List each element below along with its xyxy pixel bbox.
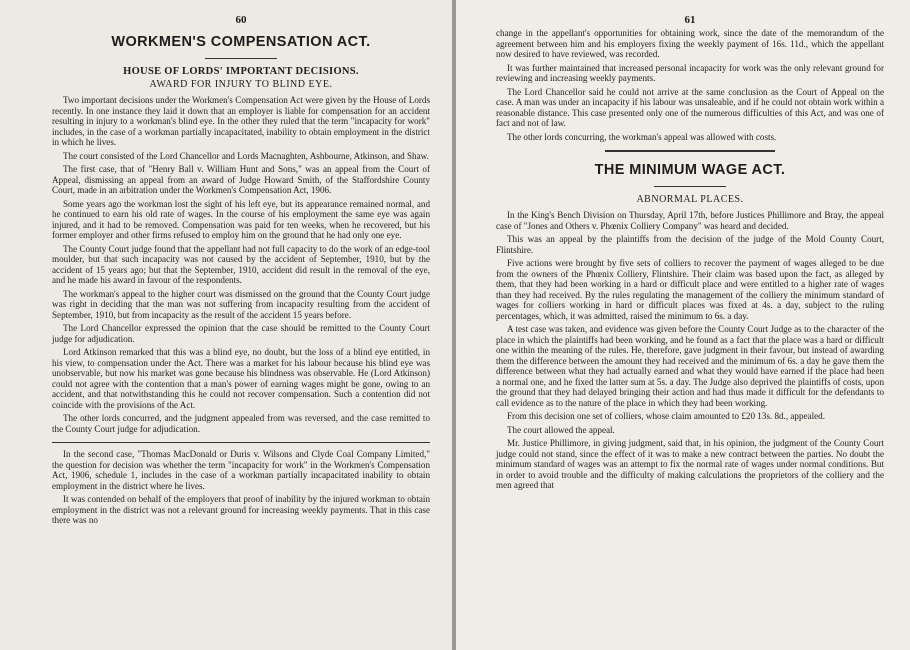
paragraph: The first case, that of "Henry Ball v. William Hunt and Sons," was an appeal from the Court of Appeal, dismissing an appeal from an award of Judge Howard Smith, of the Staffordshire County Court, made in an arbitration under the Workmen's Compensation Act, 1906. [52, 164, 430, 195]
title-rule [605, 150, 775, 152]
paragraph: The court allowed the appeal. [507, 424, 615, 435]
paragraph: The County Court judge found that the appellant had not full capacity to do the work of an edge-tool moulder, but that such incapacity was not caused by the accident of September, 1910, but by the accident of 15 years ago; but that the September, 1910, accident did result in the removal of the eye, and he made his award in favour of the respondents. [52, 243, 430, 285]
paragraph: The workman's appeal to the higher court was dismissed on the ground that the County Court judge was right in deciding that the man was not suffering from incapacity resulting from the accident of September, 1910, but from incapacity as the result of the accident 15 years before. [52, 288, 430, 320]
page-title: WORKMEN'S COMPENSATION ACT. [111, 34, 371, 50]
paragraph: Mr. Justice Phillimore, in giving judgment, said that, in his opinion, the judgment of the County Court judge could not stand, since the effect of it was to make a new contract between the parties. No doubt the minimum standard of wages was an attempt to fix the normal rate of wages under normal conditions. But in order to avoid trouble and the difficulty of making calculations the proprietors of the colliery and the men agreed that [496, 438, 884, 490]
paragraph: change in the appellant's opportunities for obtaining work, since the date of the memorandum of the agreement between him and his employers fixing the weekly payment of 16s. 11d., which the appellant now desired to have reviewed, was recorded. [496, 28, 884, 59]
title-rule [654, 186, 726, 187]
paragraph: The Lord Chancellor said he could not arrive at the same conclusion as the Court of Appeal on the case. A man was under an incapacity if his labour was unsaleable, and if he could not obtain work within a reasonable distance. This case presented only one of the numerous difficulties of this Act, and was one of fact and not of law. [496, 86, 884, 128]
paragraph: The other lords concurring, the workman's appeal was allowed with costs. [507, 131, 777, 142]
section-rule [52, 442, 430, 443]
page-number: 61 [684, 14, 696, 26]
paragraph: Two important decisions under the Workmen's Compensation Act were given by the House of Lords recently. In one instance they laid it down that an employer is liable for compensation for an accident resulting in injury to a workman's blind eye. In the other they ruled that the term "incapacity for work" includes, in the case of a workman partially incapacitated, inability to obtain employment in the district in which he lives. [52, 95, 430, 147]
paragraph: It was contended on behalf of the employers that proof of inability by the injured workman to obtain employment in the district was not a relevant ground for increasing weekly payments. That in this case there was no [52, 494, 430, 525]
paragraph: The court consisted of the Lord Chancellor and Lords Macnaghten, Ashbourne, Atkinson, and Shaw. [63, 150, 429, 161]
paragraph: Lord Atkinson remarked that this was a blind eye, no doubt, but the loss of a blind eye entitled, in his view, to compensation under the Act. There was a market for his labour because his blind eye was unobservable, but now his market was gone because his blindness was observable. He (Lord Atkinson) could not agree with the contention that a man's power of earning wages might be gone, owing to an accident, and that notwithstanding this he could not recover compensation. Such a contention did not coincide with the provisions of the Act. [52, 347, 430, 410]
paragraph: A test case was taken, and evidence was given before the County Court Judge as to the character of the place in which the plaintiffs had been working, and he found as a fact that the place was a hard or difficult one within the meaning of the rules. He, therefore, gave judgment in their favour, but instead of awarding them the difference between the amount they had received and the minimum of 6s. a day he gave them the difference between what they had actually earned and what they would have earned if the place had been a normal one, and he fixed the latter sum at 5s. a day. The Judge also deprived the plaintiffs of costs, upon the ground that they had delayed bringing their action and had thus made it difficult for the defendants to call evidence as to the nature of the place in which they had been working. [496, 324, 884, 408]
section-subheading: AWARD FOR INJURY TO BLIND EYE. [149, 79, 333, 90]
paragraph: It was further maintained that increased personal incapacity for work was the only relevant ground for reviewing and increasing weekly payments. [496, 62, 884, 83]
paragraph: In the second case, "Thomas MacDonald or Duris v. Wilsons and Clyde Coal Company Limited," the question for decision was whether the term "incapacity for work" in the Workmen's Compensation Act, 1906, schedule 1, includes in the case of a workman partially incapacitated inability to obtain employment in the district where he lives. [52, 449, 430, 491]
title-rule [205, 58, 277, 59]
paragraph: The Lord Chancellor expressed the opinion that the case should be remitted to the County Court judge for adjudication. [52, 323, 430, 344]
paragraph: This was an appeal by the plaintiffs from the decision of the judge of the Mold County Court, Flintshire. [496, 234, 884, 255]
paragraph: Five actions were brought by five sets of colliers to recover the payment of wages alleged to be due from the owners of the Phœnix Colliery, Flintshire. Their claim was based upon the fact, as alleged by them, that they had been working in a hard or difficult place and were entitled to a higher rate of wages than they had received. By the rules regulating the management of the colliery the minimum standard of wages for colliers working in hard or difficult places was fixed at 4s. a day, subject to the ruling percentages, which, it was admitted, raised the minimum to 6s. a day. [496, 258, 884, 321]
page-number: 60 [235, 14, 247, 26]
section-heading: HOUSE OF LORDS' IMPORTANT DECISIONS. [123, 66, 359, 77]
page-right [456, 0, 910, 650]
section-subheading: ABNORMAL PLACES. [636, 194, 744, 205]
paragraph: In the King's Bench Division on Thursday, April 17th, before Justices Phillimore and Bray, the appeal case of "Jones and Others v. Phœnix Colliery Company" was heard and decided. [496, 210, 884, 231]
page-left [0, 0, 452, 650]
paragraph: Some years ago the workman lost the sight of his left eye, but its appearance remained normal, and he continued to earn his old rate of wages. In the course of his employment the same eye was again injured, and it had to be removed. Compensation was paid for ten weeks, when he recovered, but his former employer and other firms refused to employ him on the ground that he had only one eye. [52, 198, 430, 240]
paragraph: From this decision one set of colliers, whose claim amounted to £20 13s. 8d., appealed. [507, 411, 825, 421]
paragraph: The other lords concurred, and the judgment appealed from was reversed, and the case remitted to the County Court judge for adjudication. [52, 413, 430, 434]
page-title: THE MINIMUM WAGE ACT. [594, 162, 786, 178]
